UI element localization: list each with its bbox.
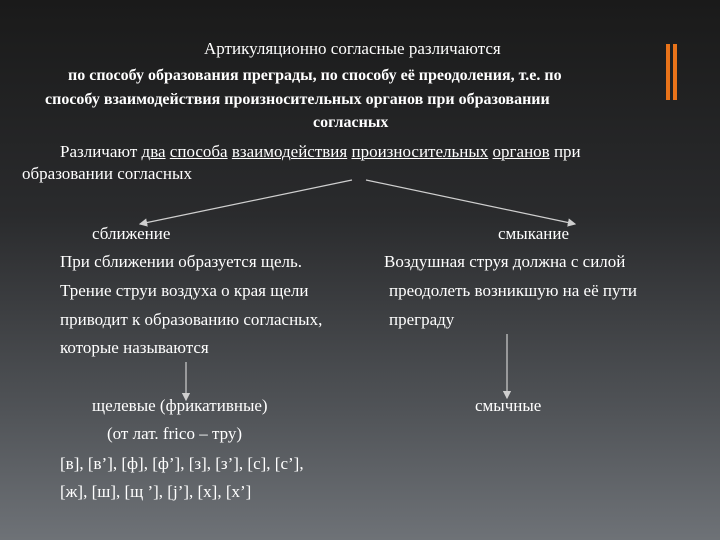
intro-line2: образовании согласных xyxy=(22,164,192,183)
sounds-line2: [ж], [ш], [щ ’], [j’], [х], [х’] xyxy=(60,482,252,501)
branch-label-right: смыкание xyxy=(498,224,570,243)
intro-word: при xyxy=(553,142,581,161)
sounds-line1: [в], [в’], [ф], [ф’], [з], [з’], [с], [с’], xyxy=(60,454,304,473)
intro-underlined-word: взаимодействия xyxy=(231,142,348,161)
intro-word: Различают xyxy=(60,142,138,161)
intro-underlined-word: способа xyxy=(169,142,228,161)
left-desc-line: приводит к образованию согласных, xyxy=(60,310,323,329)
result-right: смычные xyxy=(475,396,542,415)
right-desc-line: Воздушная струя должна с силой xyxy=(384,252,626,271)
result-left: щелевые (фрикативные) xyxy=(92,396,268,415)
intro-underlined-word: два xyxy=(141,142,166,161)
left-desc-line: которые называются xyxy=(60,338,209,357)
slide-title-line4: согласных xyxy=(313,114,389,131)
slide-title-line2: по способу образования преграды, по способу её преодоления, т.е. по xyxy=(68,67,562,84)
right-desc-line: преодолеть возникшую на её пути xyxy=(389,281,638,300)
branch-label-left: сближение xyxy=(92,224,171,243)
left-desc-line: Трение струи воздуха о края щели xyxy=(60,281,309,300)
slide-title-line3: способу взаимодействия произносительных органов при образовании xyxy=(45,91,550,108)
right-desc-line: преграду xyxy=(389,310,455,329)
arrow-to-closure xyxy=(366,180,575,224)
left-desc-line: При сближении образуется щель. xyxy=(60,252,303,271)
intro-underlined-word: произносительных xyxy=(351,142,489,161)
result-left-note: (от лат. frico – тру) xyxy=(107,424,243,443)
intro-underlined-word: органов xyxy=(492,142,550,161)
slide-title-line1: Артикуляционно согласные различаются xyxy=(204,39,501,58)
arrow-to-approximation xyxy=(140,180,352,224)
